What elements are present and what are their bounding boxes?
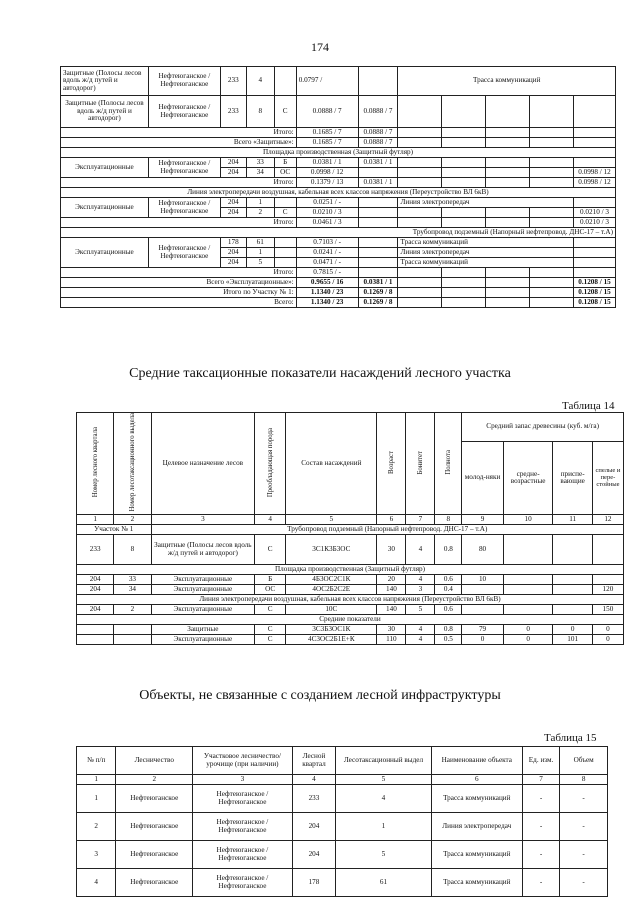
section-row: Линия электропередачи воздушная, кабельная всех классов напряжения (Переустройство ВЛ 6кВ) xyxy=(77,595,624,605)
taxation-table xyxy=(76,412,624,645)
table-row: 1 Нефтеюганское Нефтеюганское / Нефтеюганское 233 4 Трасса коммуникаций - - xyxy=(77,785,608,813)
table-row: 1 2 3 4 5 6 7 8 9 10 11 12 xyxy=(77,515,624,525)
table-row: Защитные С 3С3Б3ОС1К 30 4 0.8 79 0 0 0 xyxy=(77,625,624,635)
table-row: Всего «Защитные»: 0.1685 / 7 0.0888 / 7 xyxy=(61,138,616,148)
table-row: Итого по Участку № 1: 1.1340 / 23 0.1269 / 8 0.1208 / 15 xyxy=(61,288,616,298)
section-row: Трубопровод подземный (Напорный нефтепровод. ДНС-17 – т.А) xyxy=(61,228,616,238)
page-number: 174 xyxy=(311,40,329,54)
section-row: Линия электропередачи воздушная, кабельная всех классов напряжения (Переустройство ВЛ 6кВ) xyxy=(61,188,616,198)
table-row: Эксплуатационные Нефтеюганское / Нефтеюганское 204 33 Б 0.0381 / 1 0.0381 / 1 xyxy=(61,158,616,168)
table-row: 204 34 ОС 0.0998 / 12 0.0998 / 12 xyxy=(61,168,616,178)
table-row: Итого: 0.7815 / - xyxy=(61,268,616,278)
table-row: Всего: 1.1340 / 23 0.1269 / 8 0.1208 / 15 xyxy=(61,298,616,308)
table-row: 1 2 3 4 5 6 7 8 xyxy=(77,775,608,785)
table-row: 233 8 Защитные (Полосы лесов вдоль ж/д путей и автодорог) С 3С1К3Б3ОС 30 4 0.8 80 xyxy=(77,535,624,565)
table-row: 204 34 Эксплуатационные ОС 4ОС2Б2С2Е 140 3 0.4 120 xyxy=(77,585,624,595)
table-row: Итого: 0.1379 / 13 0.0381 / 1 0.0998 / 12 xyxy=(61,178,616,188)
section-heading: Объекты, не связанные с созданием лесной инфраструктуры xyxy=(139,688,501,703)
table-row: 3 Нефтеюганское Нефтеюганское / Нефтеюганское 204 5 Трасса коммуникаций - - xyxy=(77,841,608,869)
table-row: 204 5 0.0471 / - Трасса коммуникаций xyxy=(61,258,616,268)
summary-table xyxy=(60,66,616,308)
table-row: 2 Нефтеюганское Нефтеюганское / Нефтеюганское 204 1 Линия электропередач - - xyxy=(77,813,608,841)
table-header-row: № п/п Лесничество Участковое лесничество/ урочище (при наличии) Лесной квартал Лесотаксационный выдел Наименование объекта Ед. изм. Объем xyxy=(77,747,608,775)
table-row: Итого: 0.0461 / 3 0.0210 / 3 xyxy=(61,218,616,228)
table-label: Таблица 15 xyxy=(544,732,597,744)
table-row: 4 Нефтеюганское Нефтеюганское / Нефтеюганское 178 61 Трасса коммуникаций - - xyxy=(77,869,608,897)
section-heading: Средние таксационные показатели насаждений лесного участка xyxy=(129,366,511,381)
section-row: Средние показатели xyxy=(77,615,624,625)
section-row: Участок № 1 Трубопровод подземный (Напорный нефтепровод. ДНС-17 – т.А) xyxy=(77,525,624,535)
table-row: Защитные (Полосы лесов вдоль ж/д путей и автодорог) Нефтеюганское / Нефтеюганское 233 8 С 0.0888 / 7 0.0888 / 7 xyxy=(61,96,616,128)
table-header-row: молод-няки средне-возрастные приспе-вающие спелые и пере-стойные xyxy=(77,442,624,515)
table-row: 204 2 Эксплуатационные С 10С 140 5 0.6 150 xyxy=(77,605,624,615)
section-row: Площадка производственная (Защитный футляр) xyxy=(77,565,624,575)
section-row: Площадка производственная (Защитный футляр) xyxy=(61,148,616,158)
table-row: Итого: 0.1685 / 7 0.0888 / 7 xyxy=(61,128,616,138)
objects-table xyxy=(76,746,608,897)
table-header-row: Номер лесного квартала Номер лесотаксационного выдела Целевое назначение лесов Преобладающая порода Состав насаждений Возраст Бонитет Полнота Средний запас древесины (куб. м/га) xyxy=(77,413,624,442)
table-row: 204 1 0.0241 / - Линия электропередач xyxy=(61,248,616,258)
table-row: Защитные (Полосы лесов вдоль ж/д путей и автодорог) Нефтеюганское / Нефтеюганское 233 4 0.0797 / Трасса коммуникаций xyxy=(61,67,616,96)
table-row: Эксплуатационные Нефтеюганское / Нефтеюганское 178 61 0.7103 / - Трасса коммуникаций xyxy=(61,238,616,248)
table-row: Всего «Эксплуатационные»: 0.9655 / 16 0.0381 / 1 0.1208 / 15 xyxy=(61,278,616,288)
table-row: Эксплуатационные Нефтеюганское / Нефтеюганское 204 1 0.0251 / - Линия электропередач xyxy=(61,198,616,208)
table-row: Эксплуатационные С 4С3ОС2Б1Е+К 110 4 0.5 0 0 101 0 xyxy=(77,635,624,645)
table-row: 204 2 С 0.0210 / 3 0.0210 / 3 xyxy=(61,208,616,218)
table-row: 204 33 Эксплуатационные Б 4Б3ОС2С1К 20 4 0.6 10 xyxy=(77,575,624,585)
table-label: Таблица 14 xyxy=(562,400,615,412)
